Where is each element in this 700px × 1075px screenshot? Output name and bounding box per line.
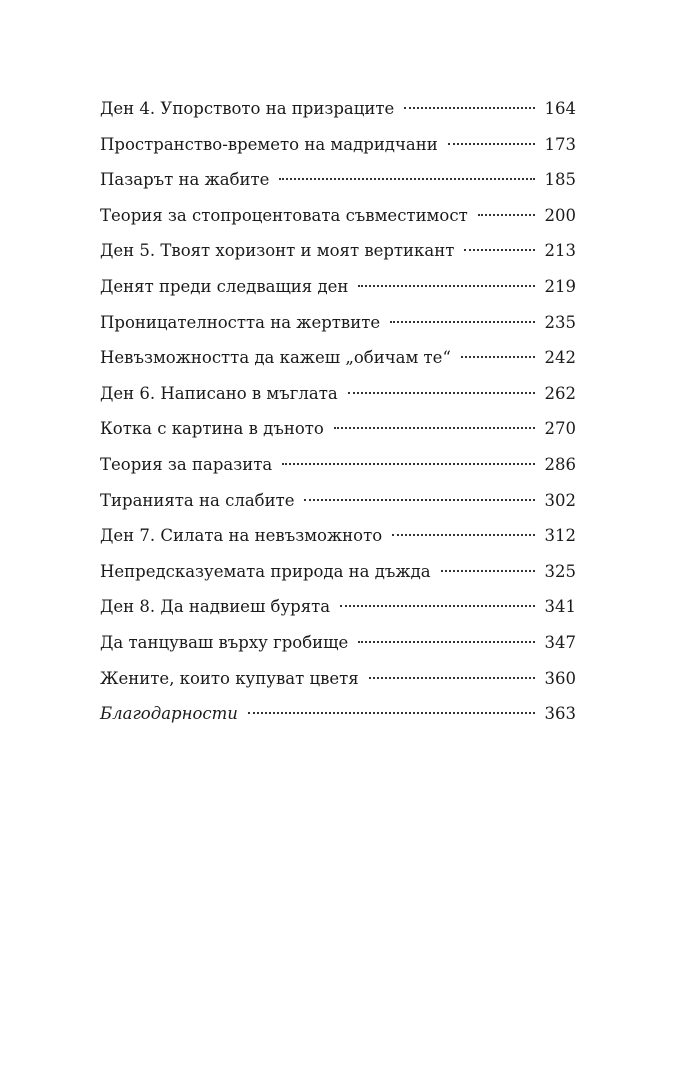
- toc-entry-title: Теория за паразита: [100, 454, 273, 474]
- toc-entry-title: Да танцуваш върху гробище: [100, 632, 349, 652]
- toc-entry-page: 219: [544, 276, 576, 296]
- toc-entry-page: 302: [544, 490, 576, 510]
- toc-entry-title: Денят преди следващия ден: [100, 276, 349, 296]
- toc-leader-dots: [392, 534, 534, 536]
- toc-entry: [100, 269, 576, 305]
- toc-entry: [100, 589, 576, 625]
- toc-entry-page: 341: [544, 597, 576, 617]
- toc-leader-dots: [478, 214, 535, 216]
- toc-entry-page: 213: [544, 241, 576, 261]
- toc-entry-title: Ден 7. Силата на невъзможното: [100, 526, 383, 546]
- toc-leader-dots: [448, 143, 535, 145]
- toc-entry-page: 185: [544, 170, 576, 190]
- toc-leader-dots: [358, 641, 534, 643]
- toc-entry: [100, 447, 576, 483]
- toc-leader-dots: [334, 427, 535, 429]
- toc-entry: [100, 376, 576, 412]
- toc-entry-page: 270: [544, 419, 576, 439]
- toc-entry-title: Ден 6. Написано в мъглата: [100, 383, 338, 403]
- toc-leader-dots: [282, 463, 534, 465]
- toc-entry-title: Тиранията на слабите: [100, 490, 295, 510]
- toc-leader-dots: [358, 285, 534, 287]
- toc-entry-title: Невъзможността да кажеш „обичам те“: [100, 348, 451, 368]
- toc-leader-dots: [348, 392, 535, 394]
- toc-entry-page: 360: [544, 668, 576, 688]
- toc-entry-title: Пазарът на жабите: [100, 170, 270, 190]
- toc-entry-title: Теория за стопроцентовата съвместимост: [100, 205, 468, 225]
- toc-entry: [100, 305, 576, 341]
- toc-entry: [100, 162, 576, 198]
- table-of-contents: [100, 91, 576, 732]
- toc-leader-dots: [340, 605, 534, 607]
- toc-entry: [100, 625, 576, 661]
- toc-entry-page: 242: [544, 348, 576, 368]
- toc-leader-dots: [248, 712, 535, 714]
- toc-leader-dots: [461, 356, 535, 358]
- toc-leader-dots: [464, 249, 534, 251]
- toc-entry: [100, 340, 576, 376]
- toc-entry-page: 173: [544, 134, 576, 154]
- toc-entry: [100, 483, 576, 519]
- toc-leader-dots: [369, 677, 535, 679]
- toc-entry-title: Ден 5. Твоят хоризонт и моят вертикант: [100, 241, 455, 261]
- toc-entry: [100, 411, 576, 447]
- toc-entry-title: Котка с картина в дъното: [100, 419, 324, 439]
- toc-entry-title: Проницателността на жертвите: [100, 312, 381, 332]
- toc-entry: [100, 127, 576, 163]
- toc-entry-page: 164: [544, 99, 576, 118]
- toc-entry-title: Жените, които купуват цветя: [100, 668, 359, 688]
- toc-entry-acknowledgements: [100, 696, 576, 732]
- toc-entry-page: 363: [544, 704, 576, 724]
- toc-entry-page: 235: [544, 312, 576, 332]
- toc-leader-dots: [279, 178, 534, 180]
- toc-entry-title: Непредсказуемата природа на дъжда: [100, 561, 431, 581]
- toc-entry-page: 262: [544, 383, 576, 403]
- toc-entry-title: Ден 8. Да надвиеш бурята: [100, 597, 331, 617]
- toc-entry-page: 325: [544, 561, 576, 581]
- toc-entry-title: Пространство-времето на мадридчани: [100, 134, 438, 154]
- toc-entry-title: Благодарности: [100, 704, 238, 724]
- toc-entry: [100, 91, 576, 127]
- toc-leader-dots: [404, 107, 534, 109]
- toc-leader-dots: [441, 570, 535, 572]
- toc-entry-page: 200: [544, 205, 576, 225]
- toc-leader-dots: [390, 321, 534, 323]
- toc-leader-dots: [304, 499, 534, 501]
- toc-entry: [100, 518, 576, 554]
- toc-entry-page: 286: [544, 454, 576, 474]
- toc-entry: [100, 554, 576, 590]
- toc-entry: [100, 661, 576, 697]
- toc-entry-title: Ден 4. Упорството на призраците: [100, 99, 395, 118]
- toc-entry-page: 347: [544, 632, 576, 652]
- toc-entry: [100, 233, 576, 269]
- toc-entry-page: 312: [544, 526, 576, 546]
- toc-entry: [100, 198, 576, 234]
